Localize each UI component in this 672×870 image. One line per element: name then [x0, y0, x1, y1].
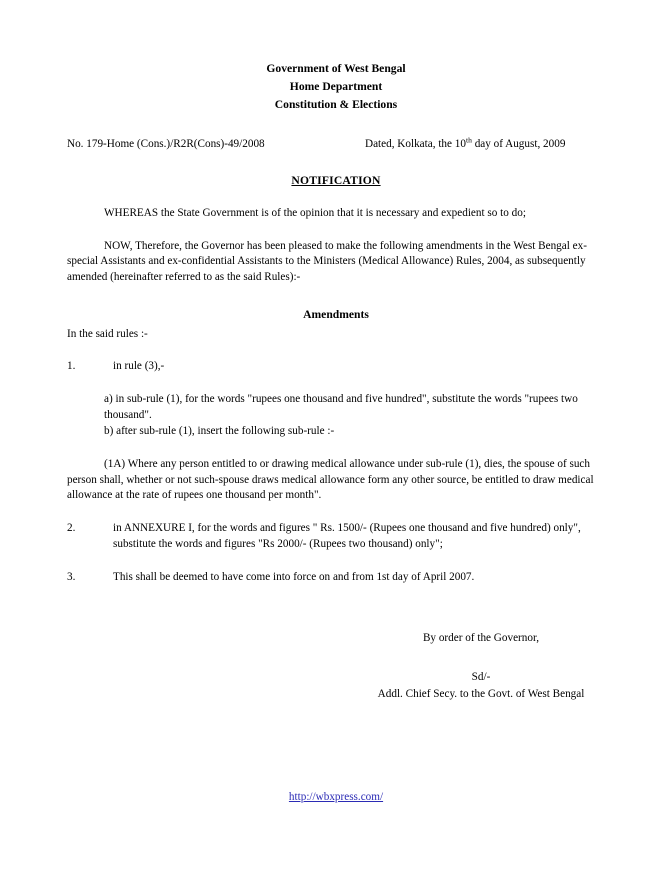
sub-rule-1a-paragraph: (1A) Where any person entitled to or drawing medical allowance under sub-rule (1), dies, the spouse of such person shall, whether or not such-spouse draws medical allowance form any other source, be entitled to draw medical allowance at the rate of rupees one thousand per month".: [67, 457, 594, 502]
signature-inner: [357, 631, 605, 702]
item-3-text: This shall be deemed to have come into force on and from 1st day of April 2007.: [113, 571, 475, 584]
in-said-rules-line: In the said rules :-: [67, 327, 148, 340]
document-header: [67, 0, 605, 114]
sub-clause-b: b) after sub-rule (1), insert the following sub-rule :-: [104, 424, 335, 437]
sub-clause-group: [67, 392, 605, 440]
date-suffix: day of August, 2009: [471, 137, 566, 150]
header-section-line: Constitution & Elections: [274, 97, 398, 111]
sd-line: Sd/-: [471, 671, 491, 684]
date-ordinal-suffix: th: [465, 135, 472, 145]
amendment-item-1: [67, 359, 605, 375]
by-order-line: By order of the Governor,: [422, 632, 540, 645]
header-government-line: Government of West Bengal: [266, 62, 406, 75]
whereas-paragraph: WHEREAS the State Government is of the opinion that it is necessary and expedient so to do;: [104, 206, 526, 219]
item-1-text: in rule (3),-: [113, 360, 165, 373]
signature-block: [67, 631, 605, 702]
document-date: [365, 137, 605, 152]
item-1-number: 1.: [67, 360, 76, 373]
item-2-number: 2.: [67, 522, 76, 535]
now-therefore-paragraph: NOW, Therefore, the Governor has been pleased to make the following amendments in the West Bengal ex-special Assistants and ex-confidential Assistants to the Ministers (Medical Allowance) Rules, 2004, as subsequently amended (hereinafter referred to as the said Rules):-: [67, 239, 587, 284]
footer: [0, 790, 672, 805]
signatory-designation: Addl. Chief Secy. to the Govt. of West Bengal: [377, 688, 585, 701]
item-3-number: 3.: [67, 571, 76, 584]
amendment-item-3: [67, 570, 605, 586]
amendments-heading: Amendments: [303, 308, 369, 322]
footer-source-link[interactable]: http://wbxpress.com/: [288, 791, 384, 803]
date-prefix: Dated, Kolkata, the 10: [365, 137, 466, 150]
header-department-line: Home Department: [289, 79, 383, 93]
notification-heading: NOTIFICATION: [291, 174, 381, 188]
reference-number: No. 179-Home (Cons.)/R2R(Cons)-49/2008: [67, 137, 265, 150]
sub-clause-a: a) in sub-rule (1), for the words "rupees one thousand and five hundred", substitute the words "rupees two thousand".: [104, 392, 578, 421]
item-2-text: in ANNEXURE I, for the words and figures " Rs. 1500/- (Rupees one thousand and five hundred) only", substitute the words and figures "Rs 2000/- (Rupees two thousand) only";: [113, 522, 581, 551]
amendment-item-2: [67, 521, 605, 553]
reference-date-row: [67, 137, 605, 152]
